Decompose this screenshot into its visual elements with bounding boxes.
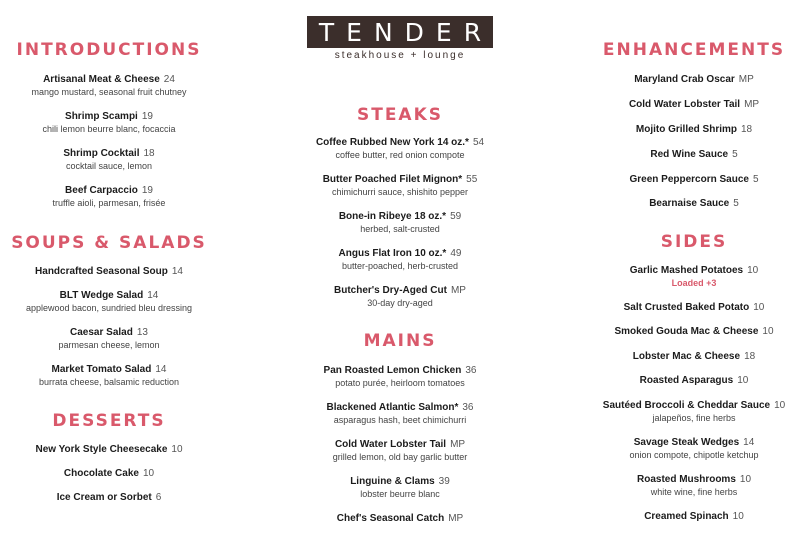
item-price: 6: [155, 492, 162, 503]
menu-item: [588, 197, 800, 210]
item-price: 10: [753, 302, 765, 313]
item-price: 18: [143, 148, 155, 159]
item-price: MP: [738, 74, 754, 85]
item-name: Butter Poached Filet Mignon*: [322, 174, 463, 185]
item-name: Handcrafted Seasonal Soup: [35, 266, 168, 277]
section-title-soups-salads: SOUPS & SALADS: [11, 233, 207, 253]
item-price: 10: [774, 400, 786, 411]
menu-item: [588, 325, 800, 338]
item-price: 10: [142, 468, 155, 479]
item-price: 14: [155, 364, 167, 375]
item-description: truffle aioli, parmesan, frisée: [52, 198, 166, 208]
item-name: Salt Crusted Baked Potato: [623, 302, 750, 313]
item-name: Blackened Atlantic Salmon*: [326, 402, 459, 413]
item-name: Pan Roasted Lemon Chicken: [323, 365, 462, 376]
menu-item: [0, 184, 218, 209]
section-title-introductions: INTRODUCTIONS: [16, 40, 202, 60]
menu-item: [588, 98, 800, 111]
item-price: 19: [141, 185, 153, 196]
menu-item: [588, 148, 800, 161]
menu-item: [0, 491, 218, 504]
item-name: New York Style Cheesecake: [35, 444, 168, 455]
brand-logo: [307, 16, 493, 48]
menu-item: [588, 473, 800, 498]
item-addon: Loaded +3: [671, 278, 717, 288]
item-price: 18: [744, 351, 756, 362]
item-name: Caesar Salad: [70, 327, 133, 338]
item-price: 5: [752, 174, 759, 185]
menu-item: [588, 173, 800, 186]
item-description: 30-day dry-aged: [367, 298, 433, 308]
item-price: 24: [163, 74, 175, 85]
brand-name: TENDER: [318, 17, 494, 47]
item-name: Smoked Gouda Mac & Cheese: [614, 326, 759, 337]
menu-item: [0, 326, 218, 351]
item-price: 49: [450, 248, 462, 259]
menu-item: [298, 475, 502, 500]
menu-item: [298, 438, 502, 463]
menu-item: [298, 210, 502, 235]
item-name: Savage Steak Wedges: [633, 437, 740, 448]
item-price: MP: [450, 285, 466, 296]
item-price: MP: [744, 99, 760, 110]
item-description: potato purée, heirloom tomatoes: [335, 378, 465, 388]
item-description: herbed, salt-crusted: [360, 224, 440, 234]
item-price: MP: [448, 513, 464, 524]
item-price: 14: [147, 290, 159, 301]
menu-item: [298, 284, 502, 309]
item-description: coffee butter, red onion compote: [335, 150, 465, 160]
item-price: 39: [438, 476, 450, 487]
item-name: BLT Wedge Salad: [59, 290, 144, 301]
item-price: 55: [466, 174, 478, 185]
item-description: burrata cheese, balsamic reduction: [38, 377, 180, 387]
item-price: 13: [136, 327, 148, 338]
item-name: Roasted Asparagus: [639, 375, 734, 386]
menu-item: [298, 247, 502, 272]
item-description: grilled lemon, old bay garlic butter: [332, 452, 468, 462]
item-description: applewood bacon, sundried bleu dressing: [25, 303, 193, 313]
section-title-desserts: DESSERTS: [52, 411, 166, 431]
section-title-mains: MAINS: [363, 331, 437, 351]
menu-item: [0, 467, 218, 480]
menu-item: [0, 363, 218, 388]
item-name: Cold Water Lobster Tail: [628, 99, 741, 110]
item-name: Lobster Mac & Cheese: [632, 351, 741, 362]
item-name: Maryland Crab Oscar: [634, 74, 735, 85]
menu-item: [298, 364, 502, 389]
menu-item: [0, 147, 218, 172]
item-name: Bone-in Ribeye 18 oz.*: [338, 211, 447, 222]
item-price: 10: [737, 375, 749, 386]
menu-item: [0, 289, 218, 314]
item-description: white wine, fine herbs: [650, 487, 738, 497]
menu-item: [588, 264, 800, 289]
menu-item: [0, 443, 218, 456]
item-name: Chef's Seasonal Catch: [336, 513, 445, 524]
section-title-enhancements: ENHANCEMENTS: [602, 40, 786, 60]
item-price: 10: [762, 326, 774, 337]
item-description: onion compote, chipotle ketchup: [629, 450, 759, 460]
menu-item: [588, 301, 800, 314]
item-name: Mojito Grilled Shrimp: [635, 124, 737, 135]
item-description: jalapeños, fine herbs: [652, 413, 736, 423]
item-name: Sautéed Broccoli & Cheddar Sauce: [602, 400, 771, 411]
item-name: Creamed Spinach: [644, 511, 729, 522]
item-price: 59: [450, 211, 462, 222]
item-description: chimichurri sauce, shishito pepper: [331, 187, 469, 197]
item-name: Cold Water Lobster Tail: [334, 439, 447, 450]
section-title-sides: SIDES: [660, 232, 728, 252]
item-description: butter-poached, herb-crusted: [341, 261, 459, 271]
item-price: 14: [171, 266, 183, 277]
menu-item: [588, 73, 800, 86]
item-name: Chocolate Cake: [63, 468, 139, 479]
item-description: lobster beurre blanc: [360, 489, 440, 499]
item-price: 10: [732, 511, 744, 522]
menu-item: [298, 401, 502, 426]
item-description: chili lemon beurre blanc, focaccia: [42, 124, 176, 134]
item-name: Shrimp Cocktail: [63, 148, 140, 159]
item-name: Butcher's Dry-Aged Cut: [334, 285, 447, 296]
item-name: Beef Carpaccio: [65, 185, 138, 196]
menu-item: [588, 374, 800, 387]
item-name: Linguine & Clams: [350, 476, 435, 487]
item-price: 36: [465, 365, 477, 376]
menu-item: [588, 436, 800, 461]
item-price: MP: [450, 439, 466, 450]
item-description: mango mustard, seasonal fruit chutney: [31, 87, 187, 97]
menu-item: [298, 512, 502, 525]
item-price: 19: [141, 111, 153, 122]
item-description: asparagus hash, beet chimichurri: [333, 415, 467, 425]
item-description: parmesan cheese, lemon: [58, 340, 160, 350]
item-price: 5: [732, 149, 738, 160]
menu-item: [588, 510, 800, 523]
brand-tagline: steakhouse + lounge: [334, 50, 466, 61]
item-name: Bearnaise Sauce: [649, 198, 730, 209]
item-name: Roasted Mushrooms: [636, 474, 736, 485]
item-description: cocktail sauce, lemon: [65, 161, 153, 171]
menu-item: [0, 110, 218, 135]
menu-item: [298, 136, 502, 161]
item-name: Angus Flat Iron 10 oz.*: [338, 248, 447, 259]
item-price: 10: [747, 265, 759, 276]
item-price: 18: [741, 124, 753, 135]
item-name: Green Peppercorn Sauce: [629, 174, 749, 185]
item-name: Red Wine Sauce: [650, 149, 729, 160]
item-name: Coffee Rubbed New York 14 oz.*: [315, 137, 469, 148]
item-price: 36: [462, 402, 474, 413]
menu-item: [588, 123, 800, 136]
menu-item: [298, 173, 502, 198]
menu-item: [0, 73, 218, 98]
item-name: Market Tomato Salad: [51, 364, 152, 375]
menu-item: [588, 399, 800, 424]
item-price: 10: [171, 444, 183, 455]
item-name: Artisanal Meat & Cheese: [43, 74, 160, 85]
item-name: Ice Cream or Sorbet: [56, 492, 152, 503]
item-name: Garlic Mashed Potatoes: [629, 265, 744, 276]
item-name: Shrimp Scampi: [65, 111, 138, 122]
section-title-steaks: STEAKS: [356, 105, 444, 125]
menu-item: [588, 350, 800, 363]
menu-item: [0, 265, 218, 278]
item-price: 54: [472, 137, 485, 148]
item-price: 10: [739, 474, 752, 485]
item-price: 14: [743, 437, 755, 448]
item-price: 5: [733, 198, 739, 209]
